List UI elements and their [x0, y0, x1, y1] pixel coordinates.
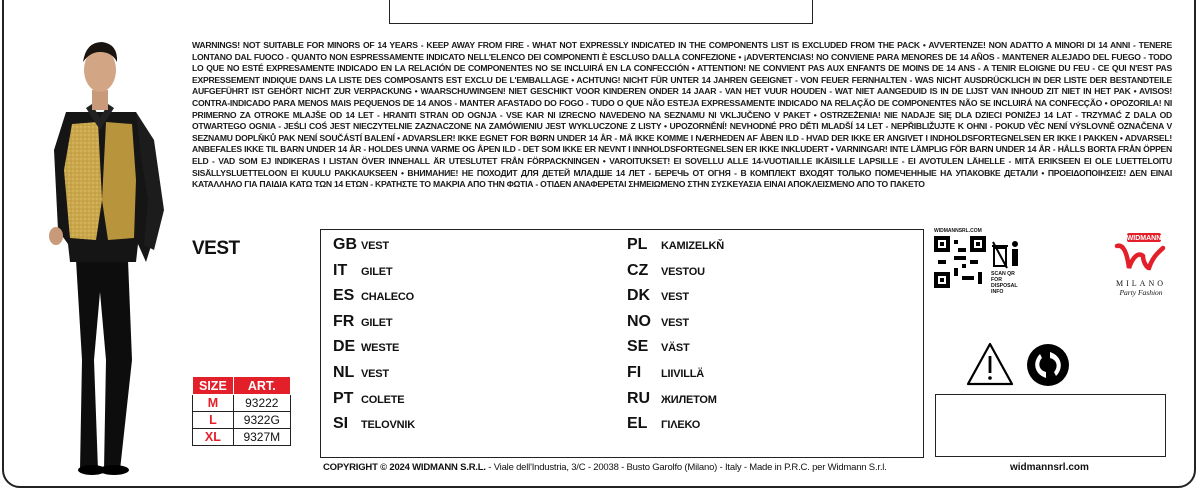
size-header: SIZE	[193, 377, 234, 395]
widmann-logo	[1108, 232, 1174, 302]
lang-code: PT	[333, 389, 354, 407]
lang-code: SI	[333, 415, 349, 433]
art-cell: 93222	[233, 395, 290, 412]
lang-code: RU	[627, 389, 651, 407]
lang-code: DE	[333, 338, 356, 356]
translation-row	[627, 390, 724, 416]
lang-word: TELOVNIK	[361, 419, 416, 432]
lang-word: KAMIZELKŇ	[661, 240, 724, 252]
lang-code: EL	[627, 415, 648, 433]
qr-label: WIDMANNSRL.COM	[934, 228, 982, 234]
size-cell: L	[193, 412, 234, 429]
lang-word: VEST	[661, 291, 689, 304]
translation-row	[333, 287, 415, 313]
table-row	[193, 395, 291, 412]
product-name: VEST	[192, 238, 240, 259]
lang-word: VÄST	[661, 342, 690, 355]
size-cell: XL	[193, 429, 234, 446]
size-table	[192, 376, 291, 446]
art-cell: 9327M	[233, 429, 290, 446]
translations-right-column	[627, 236, 724, 441]
art-header: ART.	[233, 377, 290, 395]
lang-code: IT	[333, 261, 348, 279]
recycle-bin-info-icon	[991, 238, 1023, 270]
size-cell: M	[193, 395, 234, 412]
translations-left-column	[333, 236, 415, 441]
copyright-company: COPYRIGHT © 2024 WIDMANN S.R.L.	[323, 462, 486, 473]
model-figure-image	[36, 30, 186, 480]
green-dot-recycling-icon	[1027, 344, 1069, 386]
translation-row	[333, 390, 415, 416]
translation-row	[627, 415, 724, 441]
lang-word: GILET	[361, 265, 393, 278]
translation-row	[333, 338, 415, 364]
logo-tagline: Party Fashion	[1119, 288, 1163, 297]
qr-code-icon	[934, 236, 986, 288]
blank-label-box	[935, 394, 1166, 457]
widmann-logo-mark-icon	[1113, 232, 1169, 272]
lang-word: WESTE	[361, 342, 400, 355]
disposal-text-line: DISPOSAL INFO	[991, 283, 1018, 295]
lang-word: VEST	[361, 367, 389, 380]
warning-triangle-icon	[968, 344, 1012, 384]
lang-word: LIIVILLÄ	[661, 367, 705, 380]
size-table-header	[193, 377, 291, 395]
lang-word: COLETE	[361, 393, 405, 406]
translation-row	[627, 364, 724, 390]
lang-word: CHALECO	[361, 291, 414, 304]
translation-row	[333, 236, 415, 262]
translation-row	[627, 262, 724, 288]
warnings-text: WARNINGS! NOT SUITABLE FOR MINORS OF 14 YEARS - KEEP AWAY FROM FIRE - WHAT NOT EXPRESSLY INDICATED IN THE COMPONENTS LIST IS EXCLUDED FROM THE PACK • AVVERTENZE! NON ADATTO A MINORI DI 14 ANNI - TENERE LONTANO DAL FUOCO - QUANTO NON ESPRESSAMENTE INDICATO NELL'ELENCO DEI COMPONENTI È ESCLUSO DALLA CONFEZIONE • ¡ADVERTENCIAS! NO CONVIENE PARA MENORES DE 14 AÑOS - MANTENER ALEJADO DEL FUEGO - TODO LO QUE NO ESTÉ EXPRESAMENTE INDICADO EN LA RELACIÓN DE COMPONENTES NO SE INCLUIRÁ EN LA CONFECCIÓN • ATTENTION! NE CONVIENT PAS AUX ENFANTS DE MOINS DE 14 ANS - A TENIR ELOIGNE DU FEU - CE QUI N'EST PAS EXPRESSEMENT INDIQUE DANS LA LISTE DES COMPOSANTS EST EXCLU DE L'EMBALLAGE • ACHTUNG! NICHT FÜR UNTER 14 JAHREN GEEIGNET - VON FEUER FERNHALTEN - WAS NICHT AUSDRÜCKLICH IN DER LISTE DER BESTANDTEILE AUFGEFÜHRT IST GEHÖRT NICHT ZUR VERPACKUNG • WAARSCHUWINGEN! NIET GESCHIKT VOOR KINDEREN ONDER 14 JAAR - VAN HET VUUR HOUDEN - WAT NIET AANGEDUID IS IN DE LIJST VAN INHOUD ZIT NIET IN HET PAK • AVISOS! CONTRA-INDICADO PARA MENOS MAIS PEQUENOS DE 14 ANOS - MANTER AFASTADO DO FOGO - TUDO O QUE NÃO ESTEJA EXPRESSAMENTE INDICADO NA RELAÇÃO DE COMPONENTES NÃO SE INCLUIRÁ NA CONFECÇÃO • OPOZORILA! NI PRIMERNO ZA OTROKE MLAJŠE OD 14 LET - HRANITI STRAN OD OGNJA - VSE KAR NI IZRECNO NAVEDENO NA SEZNAMU NI VKLJUČENO V PAKET • OSTRZEŻENIA! NIE NADAJE SIĘ DLA DZIECI PONIŻEJ 14 LAT - TRZYMAĆ Z DALA OD OTWARTEGO OGNIA - JEŚLI COŚ JEST NIECZYTELNIE ZAZNACZONE NA ZAMÓWIENIU JEST WYKLUCZONE Z LISTY • UPOZORNĚNÍ! NEVHODNÉ PRO DĚTI MLADŠÍ 14 LET - NEPŘIBLIŽUJTE K OHNI - POKUD VĚC NENÍ VÝSLOVNĚ OZNAČENA V SEZNAMU DOPLŇKŮ PAK NENÍ SOUČÁSTÍ BALENÍ • ADVARSLER! IKKE EGNET FOR BØRN UNDER 14 ÅR - MÅ IKKE KOMME I NÆRHEDEN AF ÅBEN ILD - HVAD DER IKKE ER ANGIVET I INDHOLDSFORTEGNELSEN ER IKKE I PAKKEN • ADVARSEL! ANBEFALES IKKE TIL BARN UNDER 14 ÅR - HOLDES UNNA VARME OG ÅPEN ILD - DET SOM IKKE ER NEVNT I INNHOLDSFORTEGNELSEN ER IKKE INKLUDERT • VARNINGAR! INTE LÄMPLIG FÖR BARN UNDER 14 ÅR - HÅLLS BORTA FRÅN ÖPPEN ELD - VAD SOM EJ INDIKERAS I LISTAN ÖVER INNEHALL ÄR UTESLUTET FRÅN FÖRPACKNINGEN • VAROITUKSET! EI SOVELLU ALLE 14-VUOTIAILLE IKÄISILLE LAPSILLE - EI AVOTULEN LÄHELLE - MITÄ ERIKSEEN EI OLE LUETTELOITU SISÄLLYSLUETTELOON EI KUULU PAKKAUKSEEN • ВНИМАНИЕ! НЕ ПОХОДИТ ДЛЯ ДЕТЕЙ МЛАДШЕ 14 ЛЕТ - БЕРЕЧЬ ОТ ОГНЯ - В КОМПЛЕКТ ВХОДЯТ ТОЛЬКО ПОМЕЧЕННЫЕ НА УПАКОВКЕ ДЕТАЛИ • ΠΡΟΕΙΔΟΠΟΙΗΣΕΙΣ! ΔΕΝ ΕΙΝΑΙ ΚΑΤΑΛΛΗΛΟ ΓΙΑ ΠΑΙΔΙΑ ΚΑΤΩ ΤΩΝ 14 ΕΤΩΝ - ΚΡΑΤΗΣΤΕ ΤΟ ΜΑΚΡΙΑ ΑΠΟ ΤΗΝ ΦΩΤΙΑ - ΟΤΙΔΕΝ ΑΝΑΦΕΡΕΤΑΙ ΣΗΜΕΙΩΜΕΝΟ ΣΤΗΝ ΣΥΣΚΕΥΑΣΙΑ ΕΙΝΑΙ ΑΠΟΚΛΕΙΣΜΕΝΟ ΑΠΟ ΤΟ ΠΑΚΕΤΟ	[192, 40, 1172, 190]
lang-word: ΓΙΛΕΚΟ	[661, 419, 701, 432]
lang-code: DK	[627, 287, 651, 305]
translation-row	[627, 313, 724, 339]
lang-word: VEST	[661, 316, 689, 329]
lang-code: SE	[627, 338, 649, 356]
translation-row	[333, 415, 415, 441]
logo-badge-text: WIDMANN	[1126, 235, 1162, 243]
lang-word: GILET	[361, 316, 393, 329]
lang-word: VESTOU	[661, 265, 705, 278]
top-window-box	[389, 0, 813, 24]
logo-city: MILANO	[1116, 279, 1166, 288]
copyright-address: - Viale dell'Industria, 3/C - 20038 - Busto Garolfo (Milano) - Italy - Made in P.R.C. per Widmann S.r.l.	[485, 462, 887, 473]
lang-code: FI	[627, 363, 642, 381]
lang-code: NL	[333, 363, 355, 381]
lang-code: FR	[333, 312, 355, 330]
table-row	[193, 429, 291, 446]
disposal-text-line: SCAN QR FOR	[991, 271, 1015, 283]
translation-row	[333, 364, 415, 390]
copyright-line	[323, 462, 887, 473]
lang-code: GB	[333, 236, 357, 253]
translation-row	[333, 262, 415, 288]
disposal-text	[991, 271, 1026, 295]
safety-symbols	[966, 340, 1086, 390]
table-row	[193, 412, 291, 429]
translations-box	[320, 229, 924, 458]
translation-row	[627, 236, 724, 262]
art-cell: 9322G	[233, 412, 290, 429]
lang-code: NO	[627, 312, 651, 330]
lang-code: PL	[627, 236, 648, 253]
lang-code: CZ	[627, 261, 649, 279]
qr-disposal-block	[934, 228, 1026, 295]
lang-word: VEST	[361, 240, 389, 252]
lang-word: ЖИЛЕТОМ	[661, 393, 717, 406]
translation-row	[627, 338, 724, 364]
website-link[interactable]: widmannsrl.com	[1010, 462, 1089, 473]
translation-row	[627, 287, 724, 313]
lang-code: ES	[333, 287, 355, 305]
translation-row	[333, 313, 415, 339]
